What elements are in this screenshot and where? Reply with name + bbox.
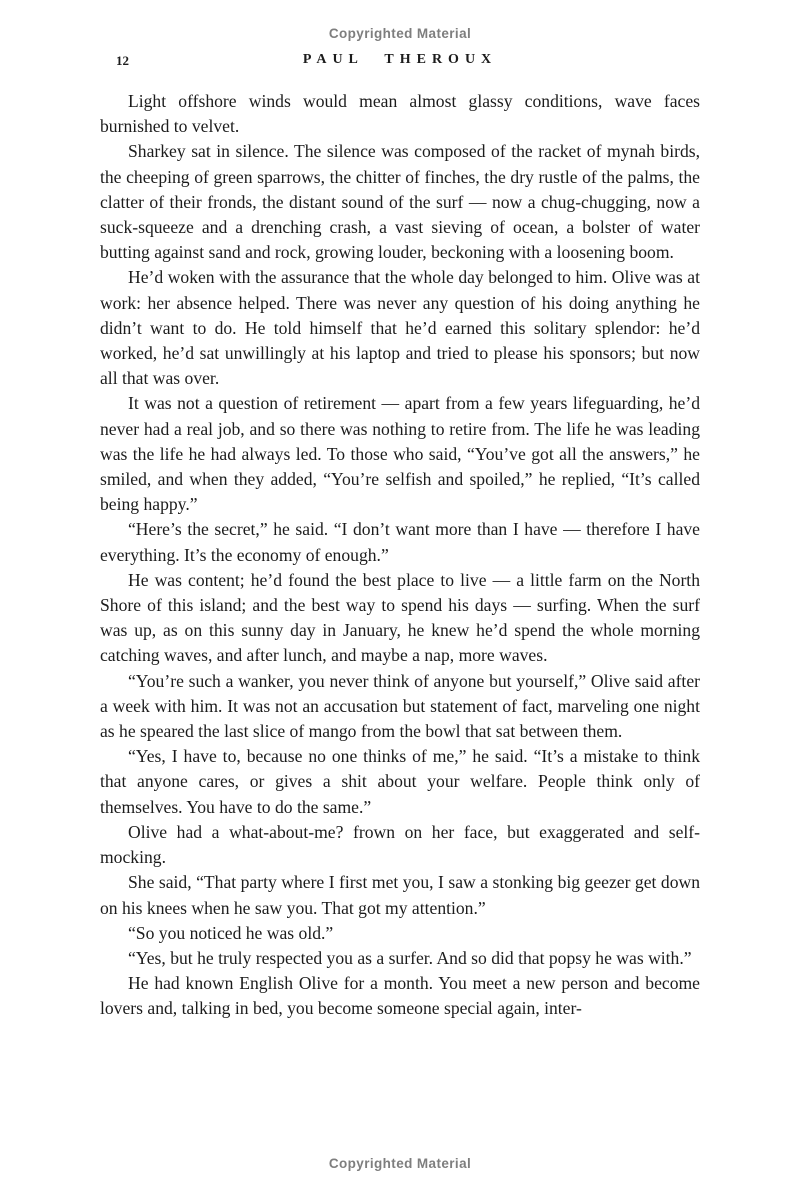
paragraph: Olive had a what-about-me? frown on her face, but exaggerated and self-mocking. <box>100 821 700 868</box>
paragraph: Light offshore winds would mean almost glassy conditions, wave faces burnished to velvet. <box>100 91 700 137</box>
page-header <box>100 52 700 72</box>
paragraph: He was content; he’d found the best place to live — a little farm on the North Shore of this island; and the best way to spend his days — surfing. When the surf was up, as on this sunny day in January, he knew he’d spend the whole morning catching waves, and after lunch, and maybe a nap, more waves. <box>100 569 700 666</box>
copyright-notice-top: Copyrighted Material <box>328 26 472 41</box>
paragraph: It was not a question of retirement — apart from a few years lifeguarding, he’d never had a real job, and so there was nothing to retire from. The life he was leading was the life he had always led. To those who said, “You’ve got all the answers,” he smiled, and when they added, “You’re selfish and spoiled,” he replied, “It’s called being happy.” <box>100 393 700 515</box>
paragraph: She said, “That party where I first met you, I saw a stonking big geezer get down on his knees when he saw you. That got my attention.” <box>100 872 700 918</box>
running-head-author: PAUL THEROUX <box>302 52 498 67</box>
copyright-notice-bottom: Copyrighted Material <box>328 1156 472 1171</box>
paragraph: “You’re such a wanker, you never think of anyone but yourself,” Olive said after a week with him. It was not an accusation but statement of fact, marveling one night as he speared the last slice of mango from the bowl that sat between them. <box>100 670 700 742</box>
body-text <box>100 89 700 1022</box>
paragraph: “Yes, I have to, because no one thinks of me,” he said. “It’s a mistake to think that anyone cares, or gives a shit about your welfare. People think only of themselves. You have to do the same.” <box>100 746 700 817</box>
paragraph: Sharkey sat in silence. The silence was composed of the racket of mynah birds, the cheeping of green sparrows, the chitter of finches, the dry rustle of the palms, the clatter of their fronds, the distant sound of the surf — now a chug-chugging, now a suck-squeeze and a drenching crash, a vast sieving of ocean, a bolster of water butting against sand and rock, growing louder, beckoning with a loosening boom. <box>100 141 700 263</box>
page-number: 12 <box>116 53 129 68</box>
paragraph: He had known English Olive for a month. You meet a new person and become lovers and, talking in bed, you become someone special again, inter- <box>100 973 700 1019</box>
paragraph: “Yes, but he truly respected you as a surfer. And so did that popsy he was with.” <box>128 947 692 968</box>
paragraph: He’d woken with the assurance that the whole day belonged to him. Olive was at work: her absence helped. There was never any question of his doing anything he didn’t want to do. He told himself that he’d earned this solitary splendor: he’d worked, he’d sat unwillingly at his laptop and tried to please his sponsors; but now all that was over. <box>100 267 700 389</box>
paragraph: “Here’s the secret,” he said. “I don’t want more than I have — therefore I have everything. It’s the economy of enough.” <box>100 519 700 565</box>
paragraph: “So you noticed he was old.” <box>128 922 334 943</box>
